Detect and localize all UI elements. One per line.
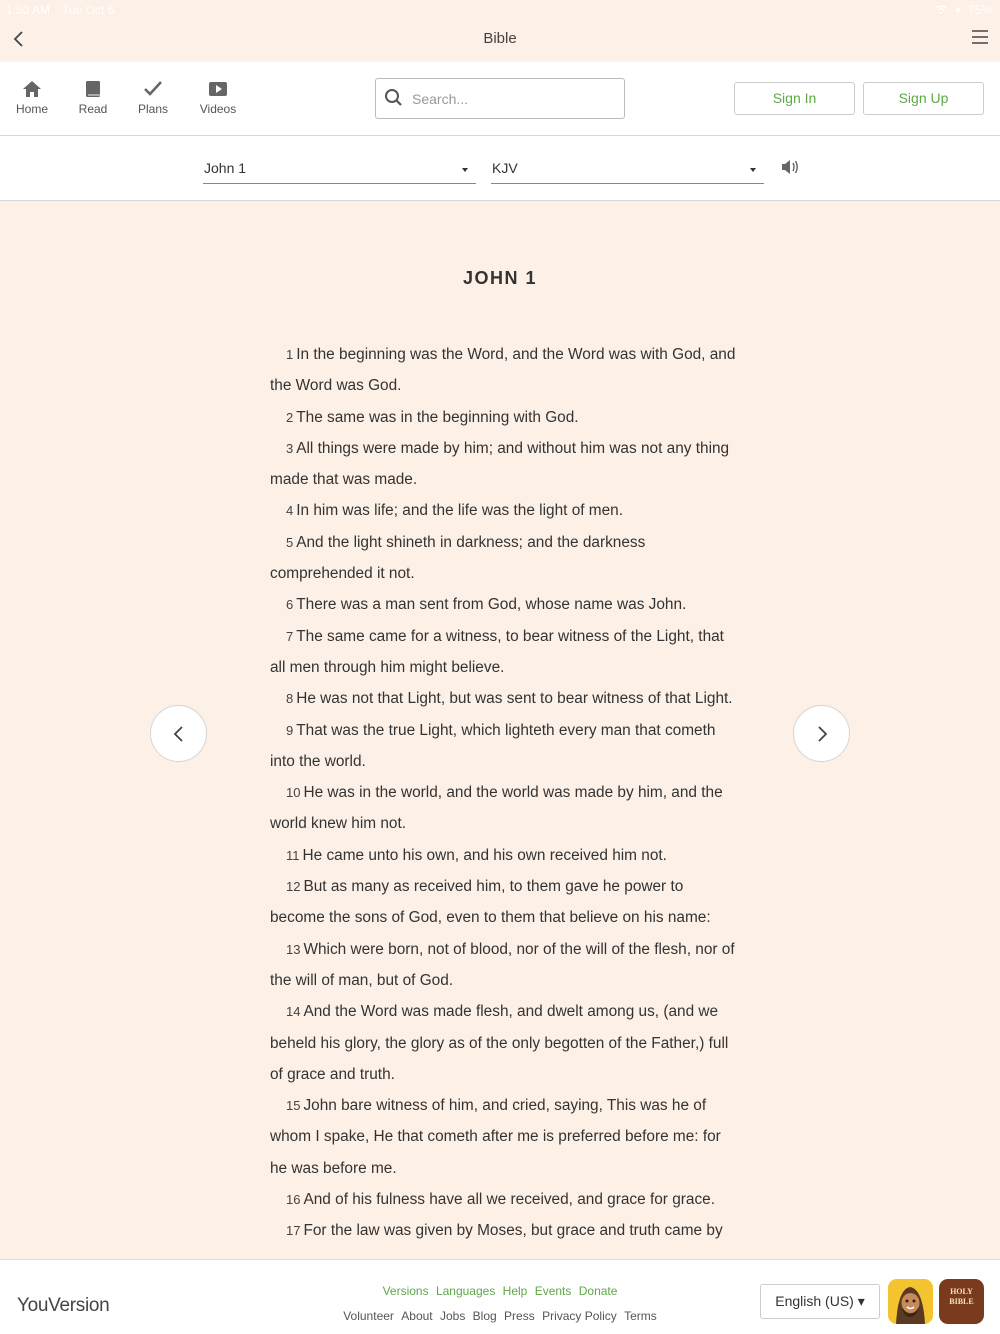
caret-down-icon [750, 168, 756, 172]
footer [0, 1259, 1000, 1334]
reader-area [0, 201, 1000, 1259]
wifi-icon [935, 5, 947, 15]
home-icon [22, 80, 42, 98]
title-bar [0, 20, 1000, 62]
footer-link-languages[interactable]: Languages [435, 1284, 496, 1298]
verse[interactable] [270, 871, 740, 934]
version-select[interactable] [491, 154, 764, 184]
verse[interactable] [270, 715, 740, 778]
verse-number: 12 [286, 879, 301, 895]
previous-chapter-button[interactable] [150, 705, 207, 762]
status-bar [0, 0, 1000, 20]
verse-number: 16 [286, 1192, 301, 1208]
reader-controls [0, 136, 1000, 201]
holy-bible-app-icon[interactable] [939, 1279, 984, 1324]
verse[interactable] [270, 495, 740, 526]
verse[interactable] [270, 777, 740, 840]
verse-text: And the Word was made flesh, and dwelt among us, (and we beheld his glory, the glory as of the only begotten of the Father,) full of grace and truth. [270, 1003, 729, 1083]
status-indicators [935, 3, 992, 17]
verse[interactable] [270, 433, 740, 496]
verse[interactable] [270, 589, 740, 620]
verse[interactable] [270, 1215, 740, 1246]
verse-number: 6 [286, 597, 294, 613]
nav-item-videos[interactable] [188, 80, 248, 116]
verse-number: 13 [286, 941, 301, 957]
verse-number: 15 [286, 1098, 301, 1114]
nav-item-label: Read [78, 102, 108, 116]
nav-item-read[interactable] [63, 80, 123, 116]
chapter-title: JOHN 1 [462, 268, 538, 288]
verse[interactable] [270, 1090, 740, 1184]
play-icon [208, 80, 228, 98]
nav-item-label: Home [15, 102, 48, 116]
verse-number: 14 [286, 1004, 301, 1020]
verse[interactable] [270, 621, 740, 684]
bible-for-kids-app-icon[interactable] [888, 1279, 933, 1324]
location-icon [953, 6, 962, 15]
footer-link-help[interactable]: Help [502, 1284, 528, 1298]
next-chapter-button[interactable] [793, 705, 850, 762]
verse-text: He was not that Light, but was sent to bear witness of that Light. [296, 690, 733, 708]
nav-item-home[interactable] [2, 80, 62, 116]
check-icon [143, 80, 163, 98]
verse-text: And of his fulness have all we received, and grace for grace. [303, 1191, 715, 1209]
footer-link-volunteer[interactable]: Volunteer [343, 1309, 394, 1323]
caret-down-icon: ▾ [857, 1293, 865, 1309]
verse-number: 8 [286, 691, 294, 707]
verse-number: 2 [286, 409, 294, 425]
verse-text: The same came for a witness, to bear witness of the Light, that all men through him might believe. [270, 627, 724, 676]
verse-text: In the beginning was the Word, and the Word was with God, and the Word was God. [270, 346, 736, 395]
book-icon [84, 80, 102, 98]
verse[interactable] [270, 1184, 740, 1215]
battery-level: 75% [967, 3, 992, 17]
footer-link-privacy-policy[interactable]: Privacy Policy [542, 1309, 617, 1323]
verse-number: 9 [286, 722, 294, 738]
caret-down-icon [462, 168, 468, 172]
search-input[interactable] [412, 87, 612, 111]
search-box[interactable] [375, 78, 625, 119]
verse-text: That was the true Light, which lighteth every man that cometh into the world. [270, 721, 716, 770]
verse-text: And the light shineth in darkness; and the darkness comprehended it not. [270, 533, 646, 583]
language-select[interactable] [760, 1284, 880, 1319]
verse-text: But as many as received him, to them gave he power to become the sons of God, even to them that believe on his name: [270, 878, 711, 927]
status-time: 1:50 AM [6, 3, 51, 17]
verse-text: There was a man sent from God, whose name was John. [296, 596, 687, 614]
verse-number: 5 [286, 534, 294, 550]
footer-link-versions[interactable]: Versions [382, 1284, 429, 1298]
verse-text: He was in the world, and the world was made by him, and the world knew him not. [270, 784, 723, 833]
verse[interactable] [270, 527, 740, 590]
verse-text: Which were born, not of blood, nor of the will of the flesh, nor of the will of man, but of God. [270, 940, 735, 989]
verse-text: For the law was given by Moses, but grace and truth came by [303, 1222, 723, 1240]
search-icon [384, 88, 404, 108]
version-value: KJV [492, 160, 518, 176]
verse-number: 7 [286, 628, 294, 644]
page-title: Bible [483, 30, 517, 47]
verse-number: 17 [286, 1223, 301, 1239]
speaker-audio-icon[interactable] [780, 158, 800, 176]
verse-number: 3 [286, 440, 294, 456]
top-navigation [0, 62, 1000, 136]
footer-link-events[interactable]: Events [534, 1284, 572, 1298]
verse-list [270, 339, 740, 1247]
footer-link-press[interactable]: Press [504, 1309, 535, 1323]
verse[interactable] [270, 339, 740, 402]
kid-character-icon [888, 1279, 933, 1324]
verse[interactable] [270, 402, 740, 433]
verse-number: 1 [286, 347, 294, 362]
verse[interactable] [270, 683, 740, 714]
verse-number: 11 [286, 847, 300, 863]
book-chapter-value: John 1 [204, 160, 247, 176]
sign-up-button[interactable]: Sign Up [863, 82, 984, 115]
language-value: English (US) [775, 1293, 854, 1309]
footer-link-blog[interactable]: Blog [472, 1309, 497, 1323]
nav-item-label: Plans [137, 102, 169, 116]
nav-item-plans[interactable] [123, 80, 183, 116]
book-chapter-select[interactable] [203, 154, 476, 184]
verse-text: In him was life; and the life was the light of men. [296, 502, 624, 520]
chevron-right-icon [814, 725, 830, 743]
verse[interactable] [270, 996, 740, 1090]
verse-text: He came unto his own, and his own received him not. [302, 846, 667, 864]
sign-in-button[interactable]: Sign In [734, 82, 855, 115]
chevron-left-icon [171, 725, 187, 743]
footer-link-terms[interactable]: Terms [624, 1309, 657, 1323]
footer-link-jobs[interactable]: Jobs [439, 1309, 466, 1323]
verse-number: 4 [286, 503, 294, 519]
hamburger-menu-icon[interactable] [970, 28, 990, 46]
verse-text: John bare witness of him, and cried, saying, This was he of whom I spake, He that cometh after me is preferred before me: for he was before me. [270, 1097, 721, 1177]
verse-text: The same was in the beginning with God. [296, 408, 579, 426]
footer-link-about[interactable]: About [401, 1309, 433, 1323]
verse-number: 10 [286, 785, 301, 801]
nav-item-label: Videos [199, 102, 237, 116]
app-icon-text: HOLY BIBLE [949, 1287, 974, 1306]
verse[interactable] [270, 934, 740, 997]
verse-text: All things were made by him; and without him was not any thing made that was made. [270, 439, 730, 489]
verse[interactable] [270, 840, 740, 871]
youversion-logo[interactable]: YouVersion [17, 1295, 110, 1316]
footer-link-donate[interactable]: Donate [578, 1284, 618, 1298]
status-date: Tue Oct 6 [62, 3, 115, 17]
